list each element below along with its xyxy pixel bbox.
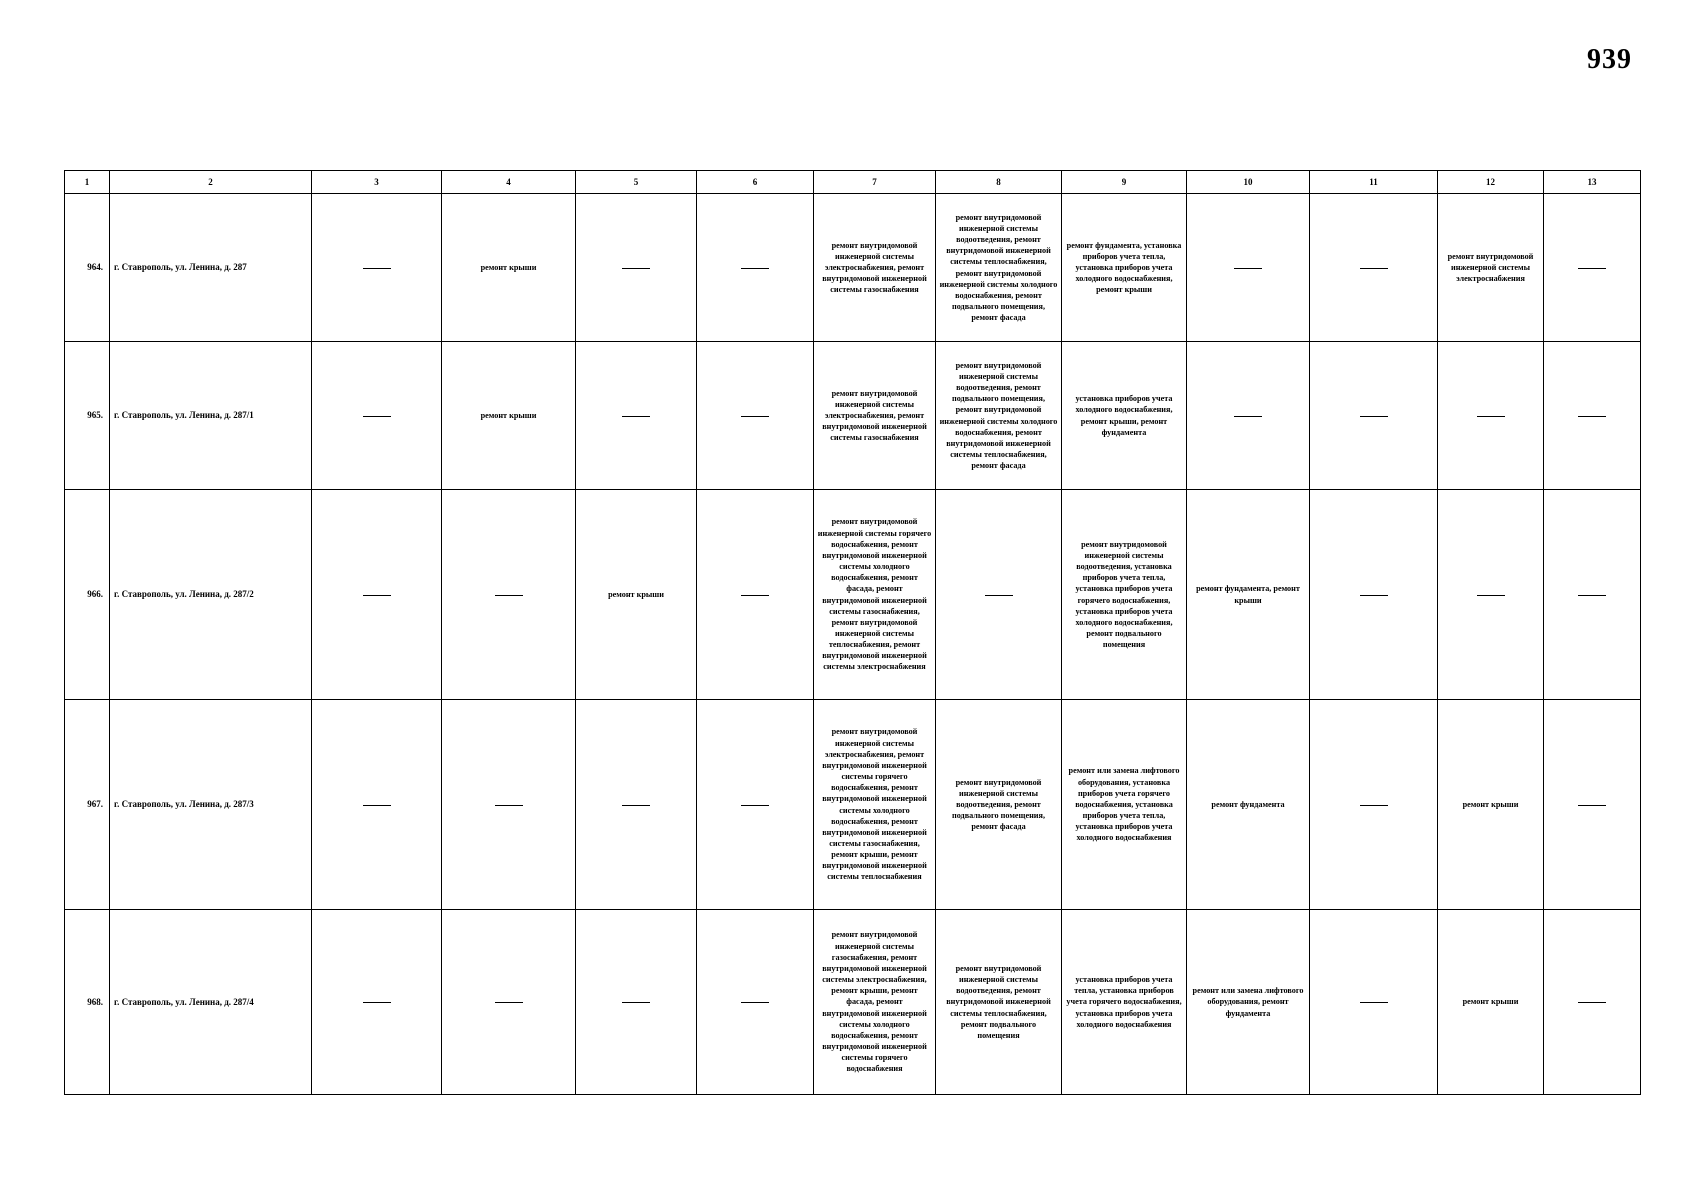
repair-schedule-table <box>64 170 1641 1095</box>
cell-col8: ремонт внутридомовой инженерной системы водоотведения, ремонт подвального помещения, ремонт фасада <box>936 700 1062 910</box>
empty-dash <box>622 268 650 269</box>
cell-col11 <box>1310 700 1438 910</box>
cell-col12 <box>1438 342 1544 490</box>
cell-col5 <box>576 194 697 342</box>
cell-col13 <box>1544 194 1641 342</box>
cell-col3 <box>312 342 442 490</box>
cell-col7: ремонт внутридомовой инженерной системы электроснабжения, ремонт внутридомовой инженерной системы горячего водоснабжения, ремонт внутридомовой инженерной системы холодного водоснабжения, ремонт внутридомовой инженерной системы газоснабжения, ремонт крыши, ремонт внутридомовой инженерной системы теплоснабжения <box>814 700 936 910</box>
row-number: 964. <box>65 194 110 342</box>
empty-dash <box>495 805 523 806</box>
empty-dash <box>1360 416 1388 417</box>
empty-dash <box>1578 268 1606 269</box>
table-row <box>65 490 1641 700</box>
empty-dash <box>363 595 391 596</box>
cell-col8: ремонт внутридомовой инженерной системы водоотведения, ремонт внутридомовой инженерной системы теплоснабжения, ремонт подвального помещения <box>936 910 1062 1095</box>
empty-dash <box>1360 268 1388 269</box>
column-header: 5 <box>576 171 697 194</box>
table-row <box>65 700 1641 910</box>
empty-dash <box>363 416 391 417</box>
cell-col7: ремонт внутридомовой инженерной системы электроснабжения, ремонт внутридомовой инженерной системы газоснабжения <box>814 342 936 490</box>
cell-col11 <box>1310 910 1438 1095</box>
cell-col5 <box>576 910 697 1095</box>
cell-col9: установка приборов учета холодного водоснабжения, ремонт крыши, ремонт фундамента <box>1062 342 1187 490</box>
column-header: 9 <box>1062 171 1187 194</box>
cell-col4 <box>442 910 576 1095</box>
column-header: 13 <box>1544 171 1641 194</box>
row-number: 968. <box>65 910 110 1095</box>
page-number: 939 <box>1587 44 1632 75</box>
column-header: 10 <box>1187 171 1310 194</box>
column-header: 4 <box>442 171 576 194</box>
cell-col11 <box>1310 490 1438 700</box>
table-row <box>65 342 1641 490</box>
column-header: 7 <box>814 171 936 194</box>
empty-dash <box>1360 1002 1388 1003</box>
cell-col13 <box>1544 910 1641 1095</box>
address-cell: г. Ставрополь, ул. Ленина, д. 287 <box>110 194 312 342</box>
row-number: 965. <box>65 342 110 490</box>
empty-dash <box>622 805 650 806</box>
cell-col10 <box>1187 194 1310 342</box>
column-header: 12 <box>1438 171 1544 194</box>
cell-col3 <box>312 490 442 700</box>
empty-dash <box>363 1002 391 1003</box>
cell-col9: ремонт фундамента, установка приборов учета тепла, установка приборов учета холодного водоснабжения, ремонт крыши <box>1062 194 1187 342</box>
cell-col12: ремонт крыши <box>1438 700 1544 910</box>
cell-col4: ремонт крыши <box>442 194 576 342</box>
row-number: 966. <box>65 490 110 700</box>
column-header: 1 <box>65 171 110 194</box>
empty-dash <box>1234 268 1262 269</box>
cell-col11 <box>1310 342 1438 490</box>
column-header: 2 <box>110 171 312 194</box>
column-header: 8 <box>936 171 1062 194</box>
cell-col3 <box>312 910 442 1095</box>
cell-col8: ремонт внутридомовой инженерной системы водоотведения, ремонт внутридомовой инженерной системы теплоснабжения, ремонт внутридомовой инженерной системы холодного водоснабжения, ремонт подвального помещения, ремонт фасада <box>936 194 1062 342</box>
cell-col11 <box>1310 194 1438 342</box>
cell-col8: ремонт внутридомовой инженерной системы водоотведения, ремонт подвального помещения, ремонт внутридомовой инженерной системы холодного водоснабжения, ремонт внутридомовой инженерной системы теплоснабжения, ремонт фасада <box>936 342 1062 490</box>
empty-dash <box>622 416 650 417</box>
cell-col10: ремонт фундамента, ремонт крыши <box>1187 490 1310 700</box>
cell-col12: ремонт внутридомовой инженерной системы электроснабжения <box>1438 194 1544 342</box>
cell-col10: ремонт или замена лифтового оборудования, ремонт фундамента <box>1187 910 1310 1095</box>
address-cell: г. Ставрополь, ул. Ленина, д. 287/2 <box>110 490 312 700</box>
empty-dash <box>495 1002 523 1003</box>
empty-dash <box>985 595 1013 596</box>
empty-dash <box>741 595 769 596</box>
cell-col6 <box>697 490 814 700</box>
column-number-row <box>65 171 1641 194</box>
cell-col9: ремонт внутридомовой инженерной системы водоотведения, установка приборов учета тепла, установка приборов учета горячего водоснабжения, установка приборов учета холодного водоснабжения, ремонт подвального помещения <box>1062 490 1187 700</box>
empty-dash <box>495 595 523 596</box>
cell-col10 <box>1187 342 1310 490</box>
cell-col6 <box>697 342 814 490</box>
cell-col9: установка приборов учета тепла, установка приборов учета горячего водоснабжения, установка приборов учета холодного водоснабжения <box>1062 910 1187 1095</box>
cell-col7: ремонт внутридомовой инженерной системы газоснабжения, ремонт внутридомовой инженерной системы электроснабжения, ремонт крыши, ремонт фасада, ремонт внутридомовой инженерной системы холодного водоснабжения, ремонт внутридомовой инженерной системы горячего водоснабжения <box>814 910 936 1095</box>
empty-dash <box>1477 416 1505 417</box>
column-header: 11 <box>1310 171 1438 194</box>
cell-col13 <box>1544 342 1641 490</box>
cell-col4: ремонт крыши <box>442 342 576 490</box>
cell-col6 <box>697 194 814 342</box>
cell-col12: ремонт крыши <box>1438 910 1544 1095</box>
empty-dash <box>1234 416 1262 417</box>
empty-dash <box>1578 805 1606 806</box>
cell-col9: ремонт или замена лифтового оборудования, установка приборов учета горячего водоснабжения, установка приборов учета тепла, установка приборов учета холодного водоснабжения <box>1062 700 1187 910</box>
empty-dash <box>363 805 391 806</box>
empty-dash <box>1360 595 1388 596</box>
empty-dash <box>741 805 769 806</box>
cell-col6 <box>697 910 814 1095</box>
address-cell: г. Ставрополь, ул. Ленина, д. 287/4 <box>110 910 312 1095</box>
empty-dash <box>741 416 769 417</box>
empty-dash <box>1578 1002 1606 1003</box>
cell-col3 <box>312 700 442 910</box>
empty-dash <box>1578 416 1606 417</box>
row-number: 967. <box>65 700 110 910</box>
table-row <box>65 910 1641 1095</box>
column-header: 3 <box>312 171 442 194</box>
cell-col4 <box>442 700 576 910</box>
cell-col8 <box>936 490 1062 700</box>
empty-dash <box>622 1002 650 1003</box>
cell-col6 <box>697 700 814 910</box>
table-row <box>65 194 1641 342</box>
cell-col12 <box>1438 490 1544 700</box>
empty-dash <box>1578 595 1606 596</box>
empty-dash <box>1360 805 1388 806</box>
cell-col7: ремонт внутридомовой инженерной системы электроснабжения, ремонт внутридомовой инженерной системы газоснабжения <box>814 194 936 342</box>
empty-dash <box>1477 595 1505 596</box>
cell-col13 <box>1544 490 1641 700</box>
empty-dash <box>363 268 391 269</box>
cell-col5 <box>576 700 697 910</box>
cell-col4 <box>442 490 576 700</box>
address-cell: г. Ставрополь, ул. Ленина, д. 287/3 <box>110 700 312 910</box>
cell-col3 <box>312 194 442 342</box>
column-header: 6 <box>697 171 814 194</box>
cell-col13 <box>1544 700 1641 910</box>
empty-dash <box>741 1002 769 1003</box>
cell-col10: ремонт фундамента <box>1187 700 1310 910</box>
cell-col5 <box>576 342 697 490</box>
cell-col7: ремонт внутридомовой инженерной системы горячего водоснабжения, ремонт внутридомовой инженерной системы холодного водоснабжения, ремонт фасада, ремонт внутридомовой инженерной системы газоснабжения, ремонт внутридомовой инженерной системы теплоснабжения, ремонт внутридомовой инженерной системы электроснабжения <box>814 490 936 700</box>
address-cell: г. Ставрополь, ул. Ленина, д. 287/1 <box>110 342 312 490</box>
empty-dash <box>741 268 769 269</box>
cell-col5: ремонт крыши <box>576 490 697 700</box>
